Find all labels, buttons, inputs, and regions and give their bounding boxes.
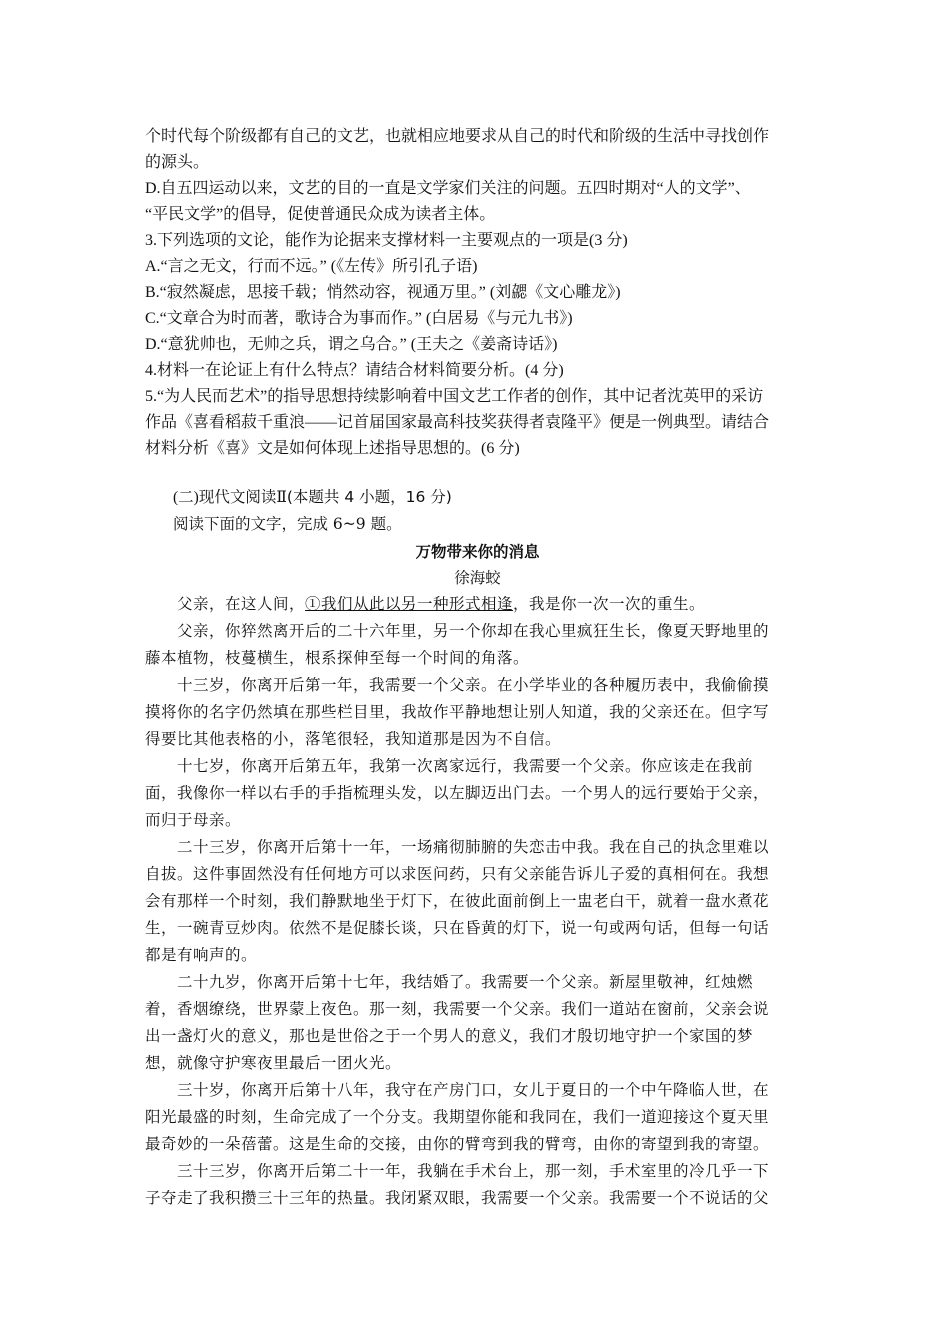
article-line: 面，我像你一样以右手的手指梳理头发，以左脚迈出门去。一个男人的远行要始于父亲， <box>145 784 770 802</box>
article-line: 出一盏灯火的意义，那也是世俗之于一个男人的意义，我们才殷切地守护一个家国的梦 <box>145 1027 754 1045</box>
question-line: 4.材料一在论证上有什么特点？请结合材料简要分析。(4 分) <box>145 362 564 379</box>
article-first-paragraph <box>145 591 810 618</box>
article-author: 徐海蛟 <box>454 569 501 587</box>
article-line: 阳光最盛的时刻，生命完成了一个分支。我期望你能和我同在，我们一道迎接这个夏天里 <box>145 1108 770 1126</box>
question-line: B.“寂然凝虑，思接千载；悄然动容，视通万里。” (刘勰《文心雕龙》) <box>145 284 621 301</box>
question-line: 3.下列选项的文论，能作为论据来支撑材料一主要观点的一项是(3 分) <box>145 232 628 249</box>
article-paragraph <box>145 672 810 753</box>
article-line: 会有那样一个时刻，我们静默地坐于灯下，在彼此面前倒上一盅老白干，就着一盘水煮花 <box>145 892 770 910</box>
article-line: 二十三岁，你离开后第十一年，一场痛彻肺腑的失恋击中我。我在自己的执念里难以 <box>145 838 770 856</box>
first-para-before: 父亲，在这人间， <box>177 595 306 613</box>
article-title: 万物带来你的消息 <box>415 542 540 561</box>
question-line: 材料分析《喜》文是如何体现上述指导思想的。(6 分) <box>145 440 520 457</box>
article-line: 得要比其他表格的小，落笔很轻，我知道那是因为不自信。 <box>145 730 562 748</box>
article-paragraph <box>145 969 810 1077</box>
question-block <box>145 124 810 462</box>
question-line: 个时代每个阶级都有自己的文艺，也就相应地要求从自己的时代和阶级的生活中寻找创作 <box>145 128 770 145</box>
section-title-prefix: (二)现代文阅读Ⅱ <box>173 489 287 506</box>
underlined-sentence-1: ①我们从此以另一种形式相逢 <box>305 595 514 613</box>
article-line: 十三岁，你离开后第一年，我需要一个父亲。在小学毕业的各种履历表中，我偷偷摸 <box>145 676 770 694</box>
article-line: 最奇妙的一朵蓓蕾。这是生命的交接，由你的臂弯到我的臂弯，由你的寄望到我的寄望。 <box>145 1135 770 1153</box>
question-line: “平民文学”的倡导，促使普通民众成为读者主体。 <box>145 206 496 223</box>
first-para-after: ，我是你一次一次的重生。 <box>513 595 706 613</box>
section-heading <box>145 484 810 511</box>
article-line: 着，香烟缭绕，世界蒙上夜色。那一刻，我需要一个父亲。我们一道站在窗前，父亲会说 <box>145 1000 770 1018</box>
document-page <box>145 124 810 1212</box>
question-line: D.自五四运动以来，文艺的目的一直是文学家们关注的问题。五四时期对“人的文学”、 <box>145 180 751 197</box>
article-line: 都是有响声的。 <box>145 946 258 964</box>
article-line: 子夺走了我积攒三十三年的热量。我闭紧双眼，我需要一个父亲。我需要一个不说话的父 <box>145 1189 770 1207</box>
section-instruction: 阅读下面的文字，完成 6~9 题。 <box>173 515 402 533</box>
article-line: 想，就像守护寒夜里最后一团火光。 <box>145 1054 402 1072</box>
article-paragraph <box>145 1158 810 1212</box>
article-line: 而归于母亲。 <box>145 811 242 829</box>
article-line: 摸将你的名字仍然填在那些栏目里，我故作平静地想让别人知道，我的父亲还在。但字写 <box>145 703 770 721</box>
section-gap <box>145 462 810 484</box>
section-title-suffix: (本题共 4 小题，16 分) <box>286 488 452 506</box>
question-line: C.“文章合为时而著，歌诗合为事而作。” (白居易《与元九书》) <box>145 310 573 327</box>
article-line: 十七岁，你离开后第五年，我第一次离家远行，我需要一个父亲。你应该走在我前 <box>145 757 754 775</box>
article-paragraph <box>145 834 810 969</box>
article-body <box>145 618 810 1212</box>
question-line: 的源头。 <box>145 154 210 171</box>
article-line: 三十岁，你离开后第十八年，我守在产房门口，女儿于夏日的一个中午降临人世，在 <box>145 1081 770 1099</box>
article-paragraph <box>145 1077 810 1158</box>
article-line: 父亲，你猝然离开后的二十六年里，另一个你却在我心里疯狂生长，像夏天野地里的 <box>145 622 770 640</box>
question-line: 作品《喜看稻菽千重浪——记首届国家最高科技奖获得者袁隆平》便是一例典型。请结合 <box>145 414 770 431</box>
article-line: 自拔。这件事固然没有任何地方可以求医问药，只有父亲能告诉儿子爱的真相何在。我想 <box>145 865 770 883</box>
question-line: D.“意犹帅也，无帅之兵，谓之乌合。” (王夫之《姜斋诗话》) <box>145 336 558 353</box>
article-line: 三十三岁，你离开后第二十一年，我躺在手术台上，那一刻，手术室里的冷几乎一下 <box>145 1162 770 1180</box>
question-line: 5.“为人民而艺术”的指导思想持续影响着中国文艺工作者的创作，其中记者沈英甲的采访 <box>145 388 764 405</box>
question-line: A.“言之无文，行而不远。” (《左传》所引孔子语) <box>145 258 478 275</box>
article-line: 藤本植物，枝蔓横生，根系探伸至每一个时间的角落。 <box>145 649 530 667</box>
article-line: 二十九岁，你离开后第十七年，我结婚了。我需要一个父亲。新屋里敬神，红烛燃 <box>145 973 754 991</box>
article-line: 生，一碗青豆炒肉。依然不是促膝长谈，只在昏黄的灯下，说一句或两句话，但每一句话 <box>145 919 770 937</box>
article-paragraph <box>145 753 810 834</box>
article-paragraph <box>145 618 810 672</box>
